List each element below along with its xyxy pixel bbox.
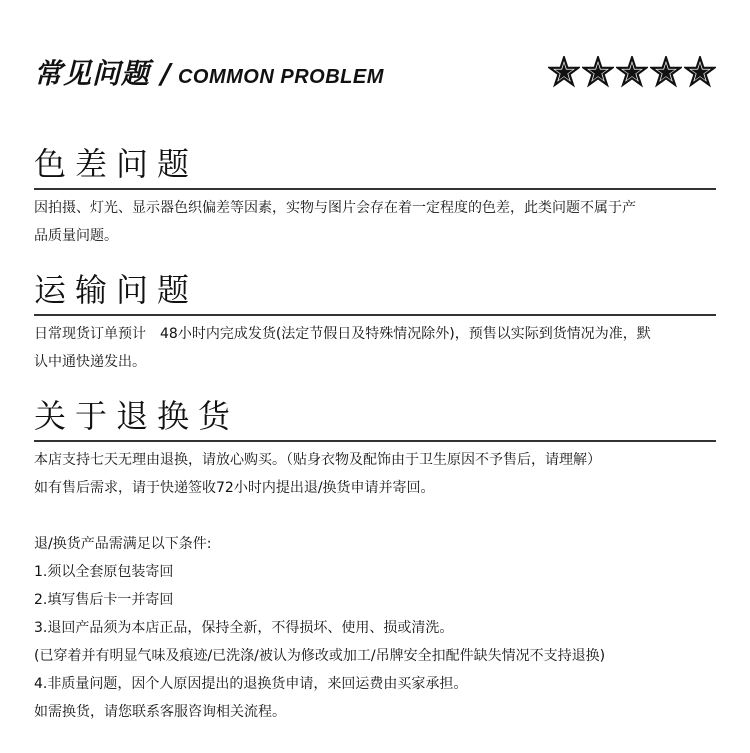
section-title: 关于退换货 <box>34 397 240 435</box>
section-body <box>34 320 716 376</box>
section-returns <box>34 394 716 726</box>
section-divider <box>34 188 716 190</box>
star-rating <box>548 56 716 88</box>
body-line: 本店支持七天无理由退换，请放心购买。（贴身衣物及配饰由于卫生原因不予售后，请理解） <box>34 452 601 468</box>
title-english: COMMON PROBLEM <box>177 66 384 88</box>
condition-note: (已穿着并有明显气味及痕迹/已洗涤/被认为修改或加工/吊牌安全扣配件缺失情况不支持退换) <box>34 648 606 664</box>
star-icon <box>616 56 648 88</box>
body-line: 日常现货订单预计 48小时内完成发货(法定节假日及特殊情况除外)，预售以实际到货情况为准，默 <box>34 326 651 342</box>
section-body <box>34 194 716 250</box>
star-icon <box>650 56 682 88</box>
conditions-intro: 退/换货产品需满足以下条件: <box>34 536 212 552</box>
section-title: 运输问题 <box>34 271 199 309</box>
condition-item: 1.须以全套原包装寄回 <box>34 564 174 580</box>
condition-item: 3.退回产品须为本店正品，保持全新，不得损坏、使用、损或清洗。 <box>34 620 454 636</box>
condition-item: 4.非质量问题，因个人原因提出的退换货申请，来回运费由买家承担。 <box>34 676 468 692</box>
star-icon <box>582 56 614 88</box>
star-icon <box>548 56 580 88</box>
title-chinese: 常见问题 / <box>34 57 172 90</box>
section-divider <box>34 440 716 442</box>
star-icon <box>684 56 716 88</box>
exchange-note: 如需换货，请您联系客服咨询相关流程。 <box>34 704 286 720</box>
body-line: 如有售后需求，请于快递签收72小时内提出退/换货申请并寄回。 <box>34 480 435 496</box>
section-title: 色差问题 <box>34 145 199 183</box>
body-line: 品质量问题。 <box>34 228 118 244</box>
section-shipping <box>34 268 716 376</box>
page-header <box>34 52 716 96</box>
condition-item: 2.填写售后卡一并寄回 <box>34 592 174 608</box>
body-line: 因拍摄、灯光、显示器色织偏差等因素，实物与图片会存在着一定程度的色差，此类问题不属于产 <box>34 200 636 216</box>
section-color-difference <box>34 142 716 250</box>
section-body <box>34 446 716 726</box>
paragraph-gap <box>34 502 716 530</box>
body-line: 认中通快递发出。 <box>34 354 146 370</box>
page-title <box>34 52 384 99</box>
section-divider <box>34 314 716 316</box>
